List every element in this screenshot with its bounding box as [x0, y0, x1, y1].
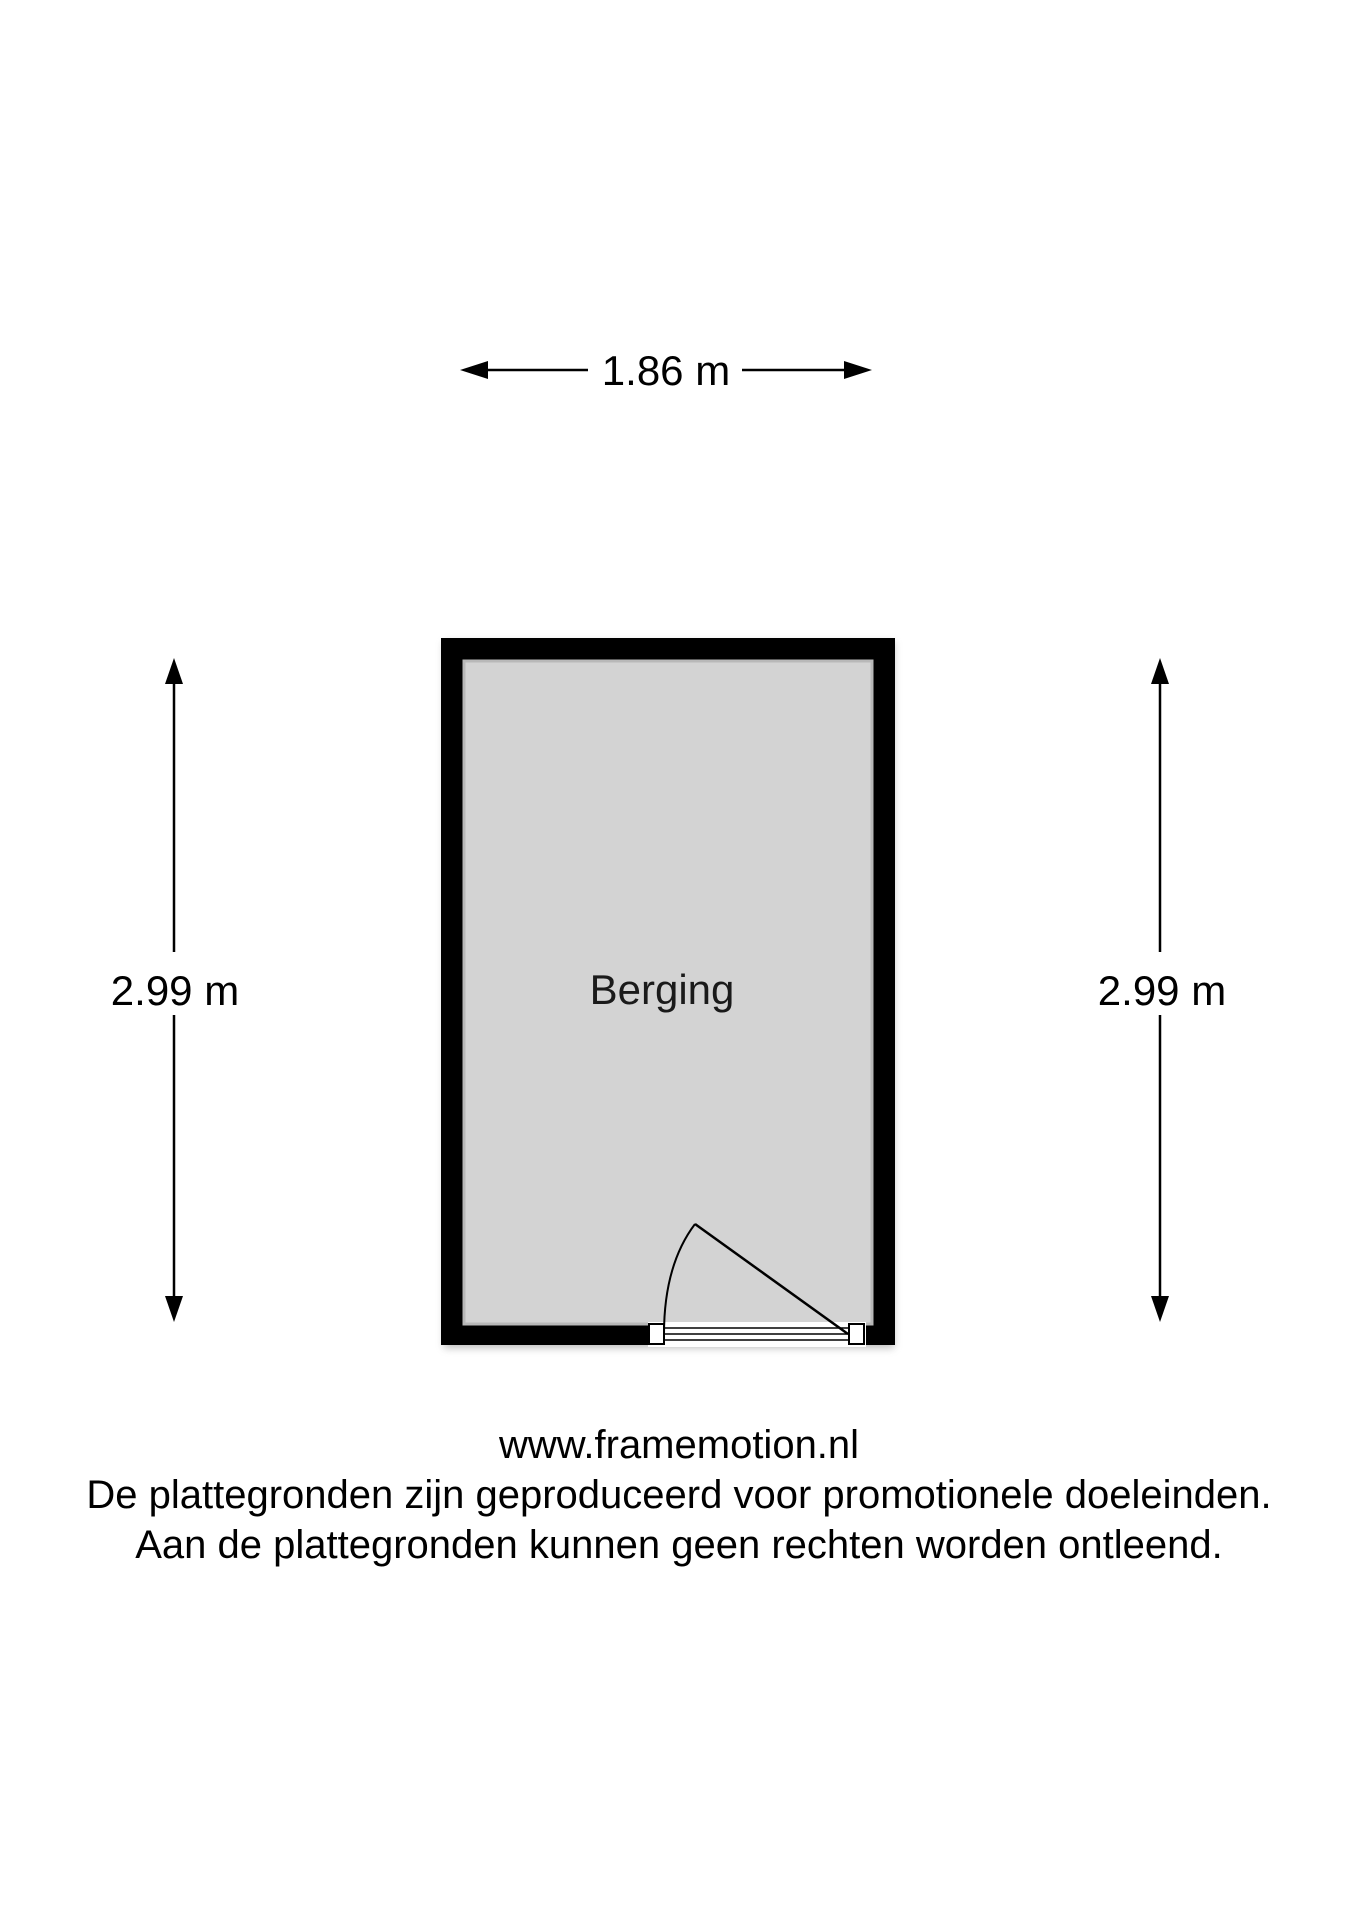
width-arrow-left: [460, 361, 488, 379]
left-arrow-bottom: [165, 1296, 183, 1322]
height-dimension-right: [1098, 658, 1226, 1322]
right-arrow-bottom: [1151, 1296, 1169, 1322]
width-label: 1.86 m: [601, 347, 731, 394]
height-left-label: 2.99 m: [110, 967, 240, 1014]
width-dimension: [460, 347, 872, 394]
disclaimer-line-1: De plattegronden zijn geproduceerd voor promotionele doeleinden.: [86, 1473, 1272, 1517]
website-link[interactable]: www.framemotion.nl: [498, 1423, 860, 1467]
height-dimension-left: [111, 658, 239, 1322]
width-arrow-right: [844, 361, 872, 379]
disclaimer-line-2: Aan de plattegronden kunnen geen rechten worden ontleend.: [135, 1523, 1223, 1567]
footer: [0, 1420, 1358, 1570]
room-berging: [441, 638, 895, 1348]
height-right-label: 2.99 m: [1097, 967, 1227, 1014]
door-frame-left: [649, 1324, 664, 1344]
door-frame-right: [849, 1324, 864, 1344]
room-label: Berging: [589, 966, 735, 1013]
